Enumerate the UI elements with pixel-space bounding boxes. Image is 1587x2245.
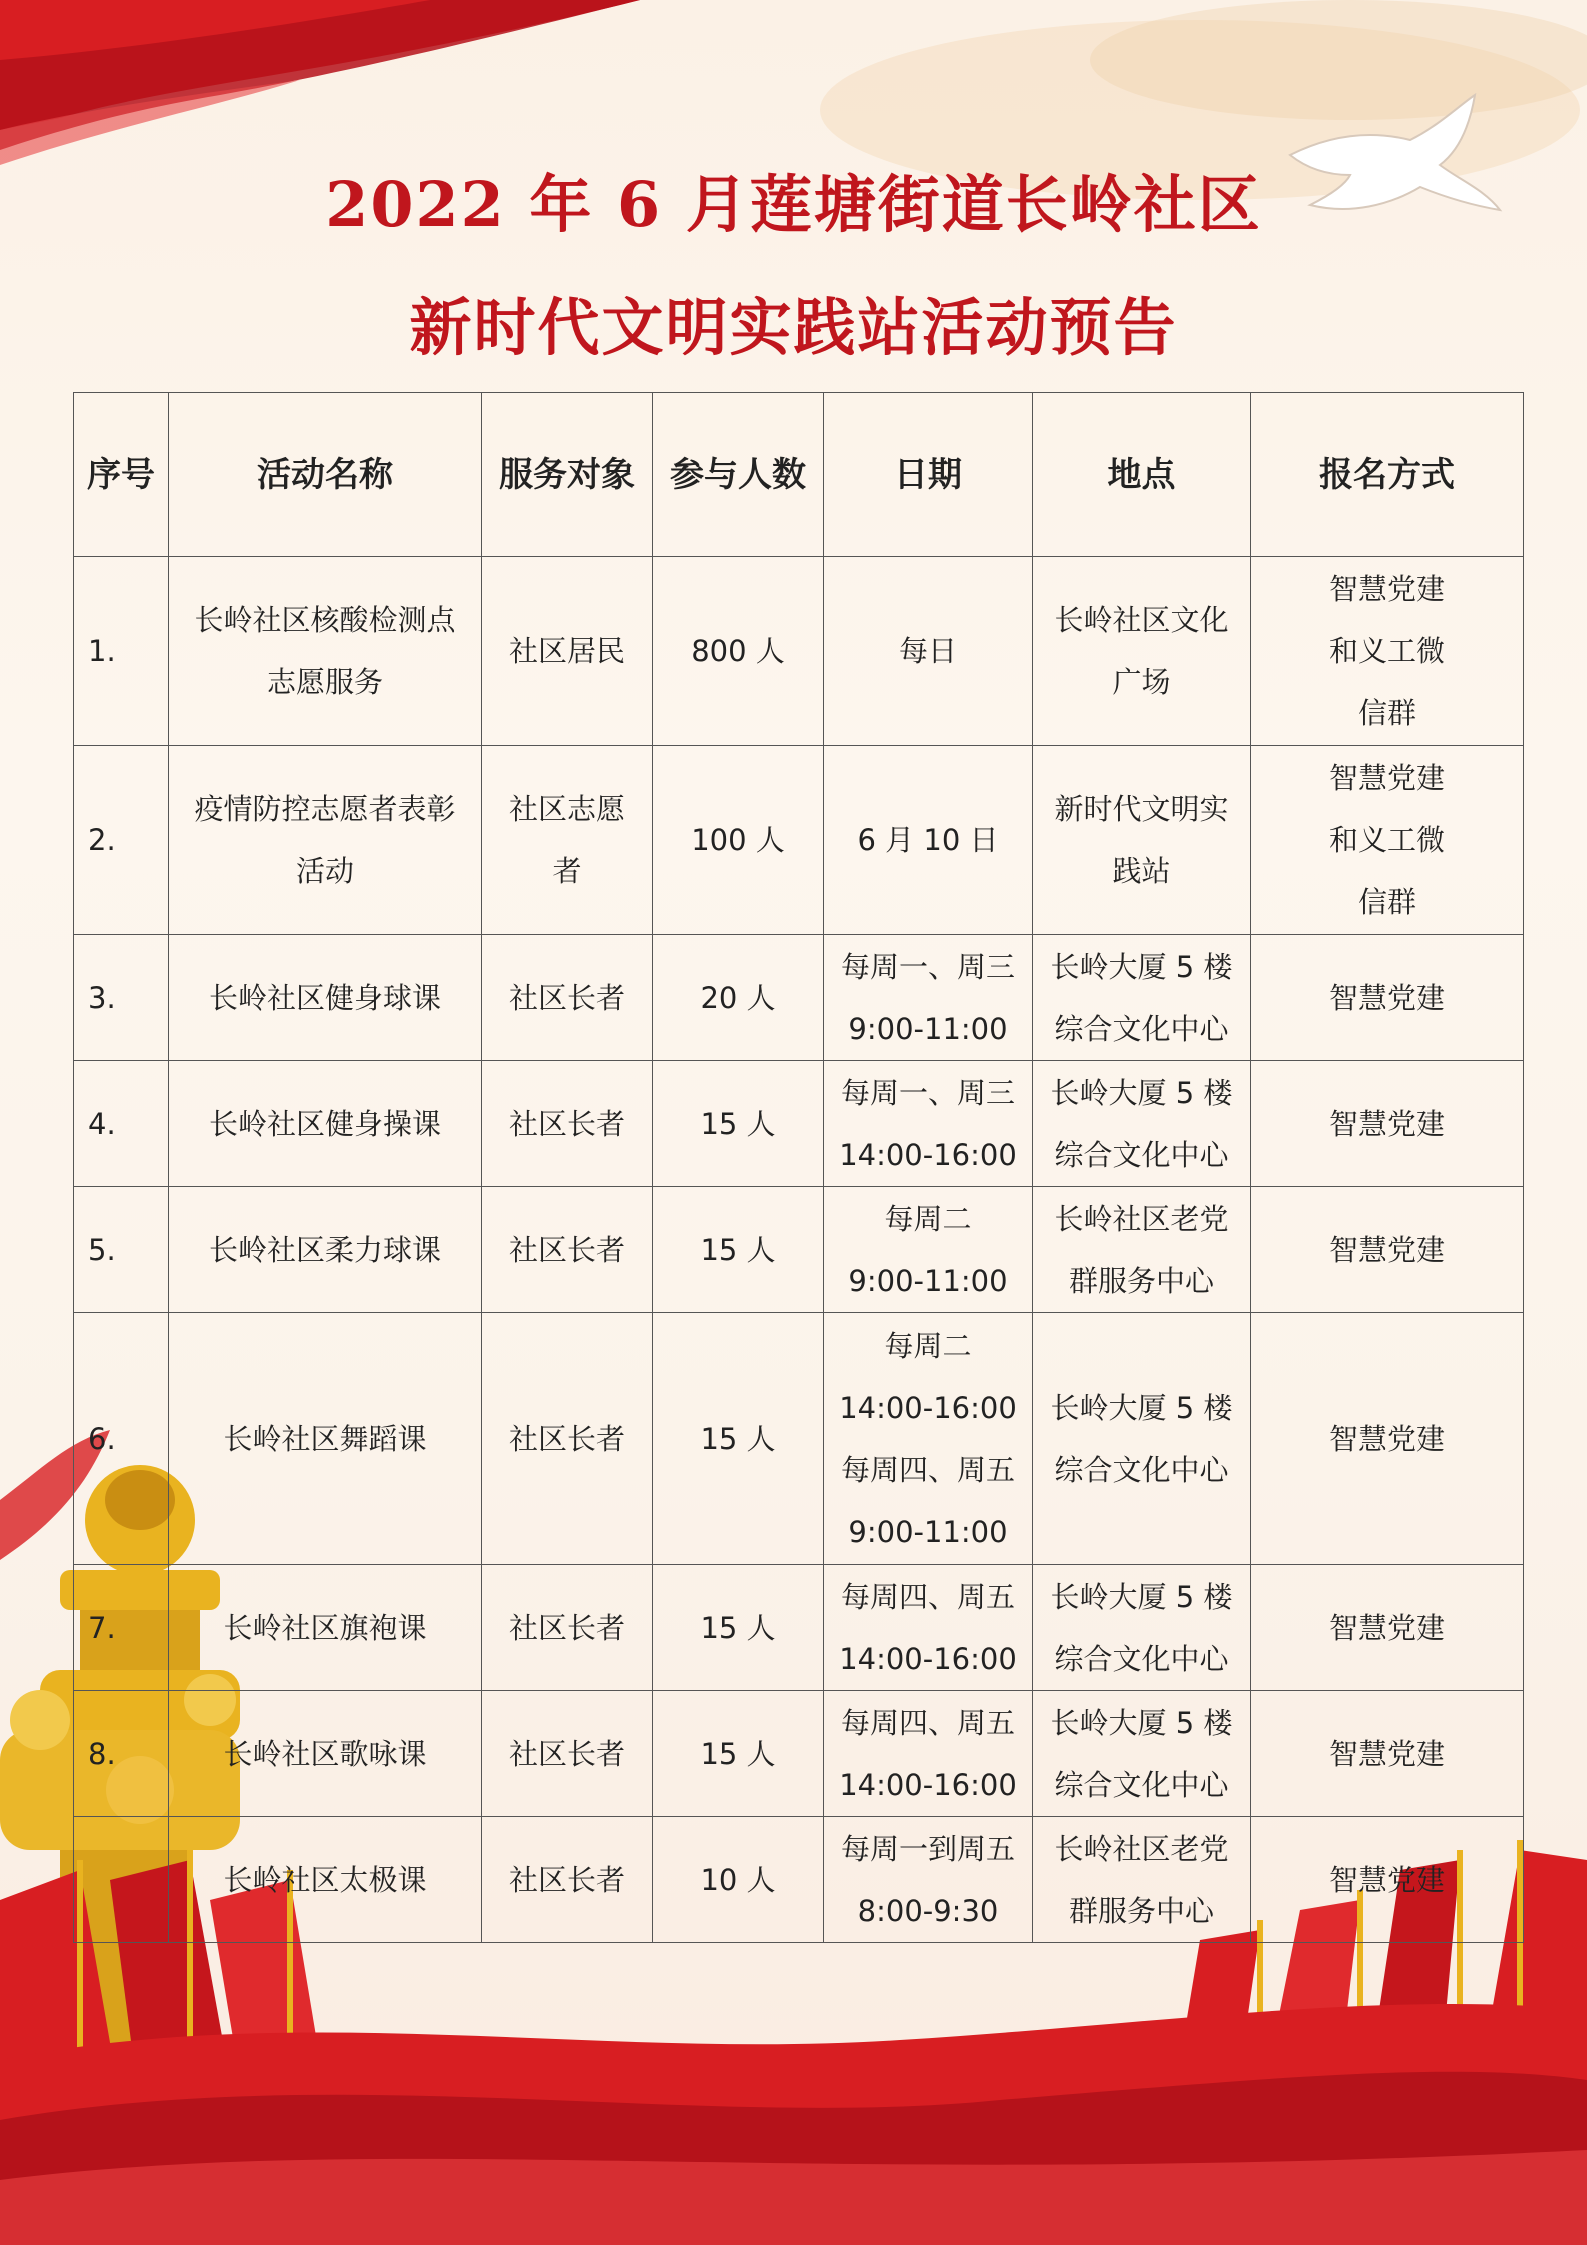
header-no: 序号: [74, 393, 169, 557]
cell-name: 长岭社区舞蹈课: [169, 1313, 482, 1565]
cell-place: 长岭大厦 5 楼 综合文化中心: [1033, 1691, 1251, 1817]
table-row: [74, 1313, 1524, 1565]
red-flag-banner: [0, 0, 640, 165]
cell-signup: 智慧党建 和义工微 信群: [1251, 557, 1524, 746]
cell-date: 每日: [824, 557, 1033, 746]
header-target: 服务对象: [482, 393, 653, 557]
cell-signup: 智慧党建: [1251, 1061, 1524, 1187]
cell-target: 社区长者: [482, 1565, 653, 1691]
cell-date: 每周一、周三 9:00-11:00: [824, 935, 1033, 1061]
cell-place: 新时代文明实 践站: [1033, 746, 1251, 935]
cell-target: 社区长者: [482, 935, 653, 1061]
table-row: [74, 1565, 1524, 1691]
cell-no: [74, 1817, 169, 1943]
cell-signup: 智慧党建: [1251, 1565, 1524, 1691]
cell-signup: 智慧党建: [1251, 1187, 1524, 1313]
cell-date: 每周四、周五 14:00-16:00: [824, 1691, 1033, 1817]
cell-date: 6 月 10 日: [824, 746, 1033, 935]
table-row: [74, 557, 1524, 746]
cell-name: 长岭社区核酸检测点 志愿服务: [169, 557, 482, 746]
cell-date: 每周二 9:00-11:00: [824, 1187, 1033, 1313]
title-line-2: 新时代文明实践站活动预告: [409, 291, 1178, 364]
cell-name: 长岭社区健身操课: [169, 1061, 482, 1187]
cell-place: 长岭大厦 5 楼 综合文化中心: [1033, 1061, 1251, 1187]
cell-count: 15 人: [653, 1565, 824, 1691]
cell-name: 疫情防控志愿者表彰 活动: [169, 746, 482, 935]
cell-signup: 智慧党建: [1251, 1817, 1524, 1943]
header-date: 日期: [824, 393, 1033, 557]
header-name: 活动名称: [169, 393, 482, 557]
cell-name: 长岭社区旗袍课: [169, 1565, 482, 1691]
cell-signup: 智慧党建: [1251, 935, 1524, 1061]
cell-signup: 智慧党建: [1251, 1691, 1524, 1817]
cell-date: 每周二 14:00-16:00 每周四、周五 9:00-11:00: [824, 1313, 1033, 1565]
header-signup: 报名方式: [1251, 393, 1524, 557]
cell-no: 8.: [74, 1691, 169, 1817]
table-row: [74, 1817, 1524, 1943]
cell-target: 社区长者: [482, 1313, 653, 1565]
cell-place: 长岭大厦 5 楼 综合文化中心: [1033, 935, 1251, 1061]
cell-name: 长岭社区柔力球课: [169, 1187, 482, 1313]
cell-target: 社区长者: [482, 1061, 653, 1187]
cell-no: 6.: [74, 1313, 169, 1565]
cell-count: 15 人: [653, 1061, 824, 1187]
cell-no: 3.: [74, 935, 169, 1061]
activity-table: [73, 392, 1524, 1943]
red-silk-wave: [0, 2004, 1587, 2245]
cell-target: 社区居民: [482, 557, 653, 746]
cell-target: 社区长者: [482, 1691, 653, 1817]
cell-count: 800 人: [653, 557, 824, 746]
cell-date: 每周一、周三 14:00-16:00: [824, 1061, 1033, 1187]
cell-count: 100 人: [653, 746, 824, 935]
cell-count: 10 人: [653, 1817, 824, 1943]
cell-no: 4.: [74, 1061, 169, 1187]
cell-name: 长岭社区健身球课: [169, 935, 482, 1061]
cell-signup: 智慧党建: [1251, 1313, 1524, 1565]
cell-name: 长岭社区歌咏课: [169, 1691, 482, 1817]
cell-no: 5.: [74, 1187, 169, 1313]
cell-date: 每周四、周五 14:00-16:00: [824, 1565, 1033, 1691]
table-row: [74, 1061, 1524, 1187]
cell-signup: 智慧党建 和义工微 信群: [1251, 746, 1524, 935]
cell-place: 长岭社区文化 广场: [1033, 557, 1251, 746]
cell-name: 长岭社区太极课: [169, 1817, 482, 1943]
table-row: [74, 1187, 1524, 1313]
cell-count: 15 人: [653, 1691, 824, 1817]
cell-place: 长岭社区老党 群服务中心: [1033, 1817, 1251, 1943]
cell-target: 社区长者: [482, 1187, 653, 1313]
header-count: 参与人数: [653, 393, 824, 557]
cell-target: 社区志愿 者: [482, 746, 653, 935]
cell-count: 15 人: [653, 1187, 824, 1313]
table-row: [74, 1691, 1524, 1817]
header-row: [74, 393, 1524, 557]
cell-date: 每周一到周五 8:00-9:30: [824, 1817, 1033, 1943]
cell-count: 15 人: [653, 1313, 824, 1565]
cell-place: 长岭大厦 5 楼 综合文化中心: [1033, 1565, 1251, 1691]
table-row: [74, 935, 1524, 1061]
cell-no: 1.: [74, 557, 169, 746]
cell-place: 长岭社区老党 群服务中心: [1033, 1187, 1251, 1313]
cell-target: 社区长者: [482, 1817, 653, 1943]
cell-no: 7.: [74, 1565, 169, 1691]
cell-no: 2.: [74, 746, 169, 935]
cell-place: 长岭大厦 5 楼 综合文化中心: [1033, 1313, 1251, 1565]
cell-count: 20 人: [653, 935, 824, 1061]
table-row: [74, 746, 1524, 935]
header-place: 地点: [1033, 393, 1251, 557]
title-line-1: 2022 年 6 月莲塘街道长岭社区: [325, 168, 1262, 241]
